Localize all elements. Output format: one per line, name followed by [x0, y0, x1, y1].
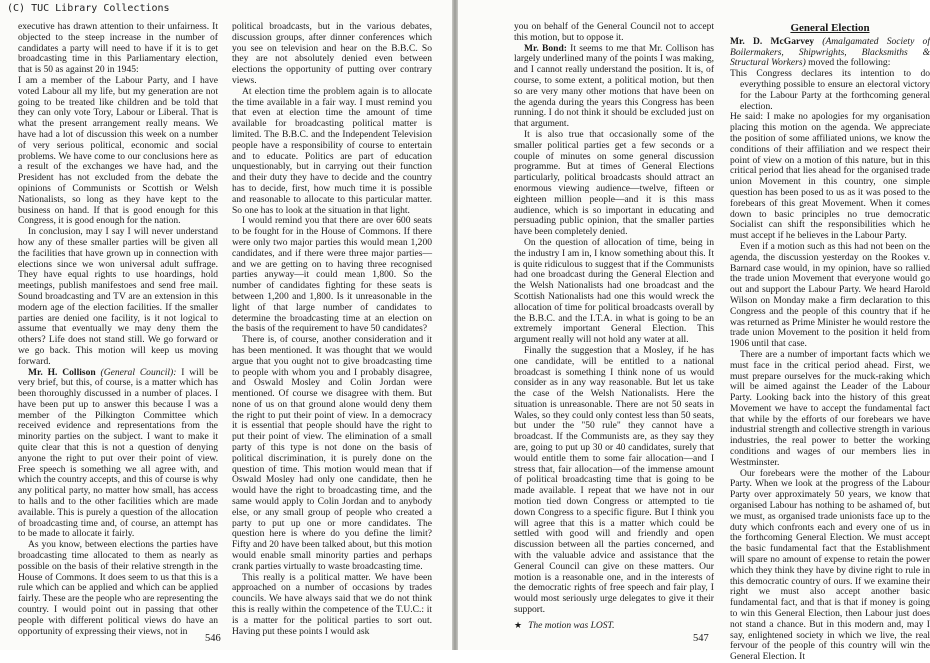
right-column-2 [730, 22, 930, 663]
paragraph-text: executive has drawn attention to their unfairness. It objected to the steep increase in the number of candidates a party will need to have if it is to get broadcasting time in this Parliamentary election, that is 50 as against 20 in 1945: [18, 21, 218, 76]
paragraph [514, 22, 714, 44]
paragraph [18, 227, 218, 367]
copyright-notice: (C) TUC Library Collections [4, 3, 173, 14]
paragraph [730, 350, 930, 469]
paragraph-text: Even if a motion such as this had not been on the agenda, the discussion yesterday on the Rookes v. Barnard case would, in my opinion, have so rallied the trade union Movement that everyone would go out and support the Labour Party. We heard Harold Wilson on Monday make a firm declaration to this Congress and the people of this country that if he was returned as Prime Minister he would restore the trade union Movement to the position it held from 1906 until that case. [730, 240, 930, 350]
paragraph-text: There is, of course, another consideration and it has been mentioned. It was thought that we would argue that you ought not to give broadcasting time to people with whom you and I probably disagree, and Oswald Mosley and Colin Jordan were mentioned. Of course we disagree with them. But none of us on that ground alone would deny them the right to put their point of view. In a democracy it is essential that people should have the right to put their point of view. The elimination of a small party of this type is not done on the basis of political discrimination, it is purely done on the question of time. This motion would mean that if Oswald Mosley had only one candidate, then he would have the right to broadcasting time, and the same would apply to Colin Jordan and to anybody else, or any small group of people who created a party to put up one or more candidates. The question here is where do you define the limit? Fifty and 20 have been talked about, but this motion would enable small minority parties and perhaps crank parties virtually to waste broadcasting time. [232, 334, 432, 572]
paragraph [514, 130, 714, 238]
paragraph-text: It seems to me that Mr. Collison has largely underlined many of the points I was making, and I cannot really understand the position. It is, of course, to some extent, a political motion, but then so are very many other motions that have been on the agenda during the years this Congress has been running. I do not think it should be excluded just on that argument. [514, 42, 714, 130]
paragraph-text: As you know, between elections the parties have broadcasting time allocated to them as nearly as possible on the basis of their relative strength in the House of Commons. It does seem to us that this is a rule which can be applied and which can be applied fairly. These are the people who are representing the country. I would point out in passing that other people with different political views do have an opportunity of expressing their views, not in [18, 539, 218, 637]
paragraph [730, 469, 930, 663]
paragraph-text: I am a member of the Labour Party, and I have voted Labour all my life, but my generation are not going to be treated like children and be told that they can only vote Tory, Labour or Liberal. That is what the present arrangement really means. We have had a lot of discussion this week on a number of very serious political, economic and social problems. We have come to our conclusions here as a result of the exchanges we have had, and the President has not excluded from the debate the opinions of Communists or Scottish or Welsh Nationalists, so long as they have kept to the business on hand. If that is good enough for this Congress, it is good enough for the nation. [18, 74, 218, 227]
right-column-1 [514, 21, 714, 631]
paragraph [514, 346, 714, 616]
left-column-2 [232, 21, 432, 637]
paragraph [18, 540, 218, 637]
section-heading: General Election [790, 22, 870, 34]
paragraph-text: At election time the problem again is to allocate the time available in a fair way. I must remind you that even at election time the amount of time available for broadcasting political matter is limited. The B.B.C. and the Independent Television people have a responsibility of course to entertain and to educate. Politics are part of education unquestionably, but in carrying out their function and their duty they have to decide and the country has to decide, first, how much time it is possible and reasonable to allocate to this particular matter. So one has to look at the situation in that light. [232, 85, 432, 216]
paragraph [232, 573, 432, 638]
star-icon: ★ [514, 619, 523, 630]
paragraph-text: I would remind you that there are over 600 seats to be fought for in the House of Commons. If there were only two major parties this would mean 1,200 candidates, and if there were three major parties—and we are getting on to having three recognised parties anyway—it could mean 1,800. So the number of candidates fighting for these seats is between 1,200 and 1,800. Is it unreasonable in the light of that large number of candidates to determine the broadcasting time at an election on the basis of the requirement to have 50 candidates? [232, 215, 432, 335]
motion-text: This Congress declares its intention to do everything possible to ensure an electoral victory for the Labour Party at the forthcoming general election. [730, 68, 930, 112]
paragraph [514, 44, 714, 130]
paragraph-text: In conclusion, may I say I will never understand how any of these smaller parties will be given all the facilities that have grown up in connection with elections since we won universal adult suffrage. They have equal rights to use hoardings, hold meetings, publish manifestoes and send free mail. Sound broadcasting and TV are an extension in this modern age of the election facilities. If the smaller parties are denied one facility, is it not logical to assume that eventually we may deny them the others? Life does not stand still. We go forward or we go back. This motion will keep us moving forward. [18, 226, 218, 367]
paragraph-text: Our forebears were the mother of the Labour Party. When we look at the progress of the Labour Party over approximately 50 years, we know that organised Labour has nothing to be ashamed of, but we must, as organised trade unionists face up to the duty which confronts each and every one of us in the forthcoming General Election. We must accept the basic fundamental fact that the Establishment will spare no amount of expense to retain the power which they think they have by divine right to rule in this democratic country of ours. If we examine their right we must also accept another basic fundamental fact, and that is that if money is going to win this General Election, then Labour just does not stand a chance. But in this modern and, may I say, enlightened society in which we live, the real fervour of the people of this country will win the General Election. It [730, 467, 930, 663]
paragraph-text: This really is a political matter. We have been approached on a number of occasions by trades councils. We have always said that we do not think this is really within the competence of the T.U.C.: it is a matter for the political parties to sort out. Having put these points I would ask [232, 571, 432, 637]
paragraph-text: I will be very brief, but this, of course, is a matter which has been thoroughly discussed in a number of places. I have been put up to answer this because I was a member of the Pilkington Committee which received evidence and representations from the minority parties on the subject. I want to make it quite clear that this is not a question of denying anyone the right to put over their point of view. Free speech is something we all agree with, and which the country accepts, and this of course is why any political party, no matter how small, has access to halls and to the other facilities which are made available. This is purely a question of the allocation of broadcasting time and, of course, an attempt has to be made to allocate it fairly. [18, 366, 218, 540]
paragraph [232, 335, 432, 573]
paragraph [18, 368, 218, 541]
left-page [0, 0, 452, 650]
motion-mover [730, 37, 930, 69]
paragraph-text: On the question of allocation of time, being in the industry I am in, I know something about this. It is quite ridiculous to suggest that if the Communists had one broadcast during the General Election and the Welsh Nationalists had one broadcast and the Scottish Nationalists had one this would wreck the allocation of time for political broadcasts overall by the B.B.C. and the I.T.A. in what is going to be an extremely important General Election. This argument really will not hold any water at all. [514, 236, 714, 346]
result-text: The motion was LOST. [528, 620, 615, 631]
left-column-1 [18, 21, 218, 637]
right-column-2-body [730, 112, 930, 663]
page-number-left: 546 [205, 633, 221, 644]
paragraph [18, 76, 218, 227]
paragraph-text: He said: I make no apologies for my organisation placing this motion on the agenda. We appreciate the position of some affiliated unions, we know the conditions of their affiliation and we respect their point of view on a motion of this nature, but in this critical period that lies ahead for the organised trade union Movement in this country, one simple question has been posed to us as it was posed to the forebears of this great Movement. When it comes down to basic principles no true democratic Socialist can shift the responsibilities which he must accept if he believes in the Labour Party. [730, 111, 930, 242]
page-number-right: 547 [693, 633, 709, 644]
paragraph-text: Finally the suggestion that a Mosley, if he has one candidate, will be entitled to a national broadcast is something I think none of us would consider as in any way reasonable. But let us take the case of the Welsh Nationalists. Here the situation is unreasonable. There are not 50 seats in Wales, so they could only contest less than 50 seats, but under the "50 rule" they cannot have a broadcast. If the Communists are, as they say they are, going to put up 30 or 40 candidates, surely that would entitle them to some fair allocation—and I stress that, fair allocation—of the immense amount of political broadcasting time that is going to be made available. I repeat that we have not in our motion tied down Congress or attempted to tie down Congress to a specific figure. But I think you will agree that this is a matter which could be settled with good will and friendly and open discussion between all the parties concerned, and with the valuable advice and assistance that the General Council can give on these matters. Our motion is a reasonable one, and in the interests of the democratic rights of free speech and fair play, I would most seriously urge delegates to give it their support. [514, 344, 714, 616]
paragraph [232, 22, 432, 87]
paragraph [18, 22, 218, 76]
speaker-name: Mr. D. McGarvey [730, 35, 815, 47]
paragraph [232, 216, 432, 335]
paragraph [730, 112, 930, 242]
paragraph [514, 238, 714, 346]
speaker-organisation: (Amalgamated Society of Boilermakers, Shipwrights, Blacksmiths & Structural Workers) [730, 35, 930, 69]
mover-text: moved the following: [808, 57, 891, 69]
speaker-organisation: (General Council): [100, 366, 177, 378]
paragraph-text: It is also true that occasionally some of the smaller political parties get a few seconds or a couple of minutes on some general discussion programme. But at times of General Elections particularly, political broadcasts should attract an enormous viewing audience—twelve, fifteen or eighteen million people—and it is this mass audience, which is so important in educating and persuading public opinion, that the smaller parties have been completely denied. [514, 128, 714, 238]
paragraph-text: There are a number of important facts which we must face in the critical period ahead. First, we must prepare ourselves for the muck-raking which will be aimed against the Leader of the Labour Party. Looking back into the history of this great Movement we have to accept the fundamental fact that while by the efforts of our forebears we have industrial strength and collective strength in various industries, the real power to better the working conditions and wages of our members lies in Westminster. [730, 348, 930, 468]
right-page [458, 0, 930, 663]
motion-result [514, 620, 714, 632]
speaker-name: Mr. H. Collison [28, 366, 96, 378]
speaker-name: Mr. Bond: [524, 42, 567, 54]
paragraph [730, 242, 930, 350]
paragraph [232, 87, 432, 217]
paragraph-text: political broadcasts, but in the various debates, discussion groups, after dinner conferences which you see on television and hear on the B.B.C. So they are not absolutely denied even between elections the opportunity of putting over contrary views. [232, 21, 432, 86]
paragraph-text: you on behalf of the General Council not to accept this motion, but to oppose it. [514, 21, 714, 43]
